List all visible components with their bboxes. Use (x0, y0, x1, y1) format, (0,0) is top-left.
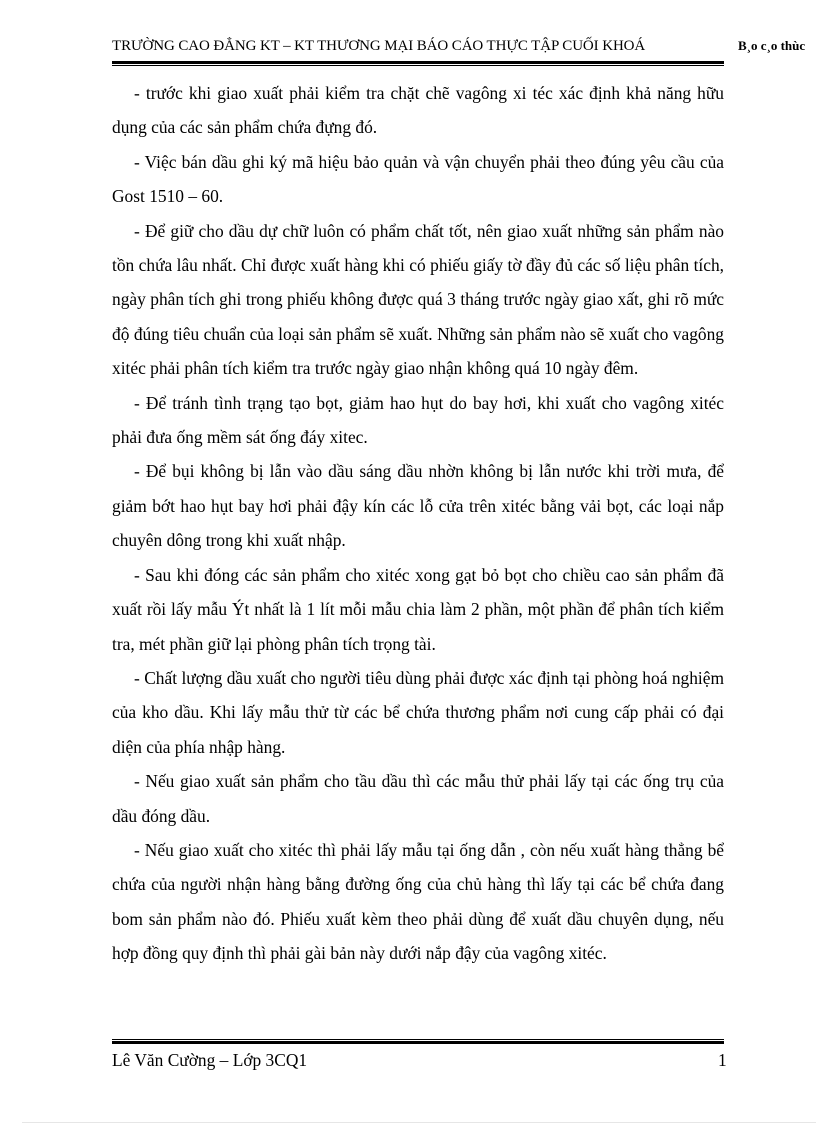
paragraph: - trước khi giao xuất phải kiểm tra chặt chẽ vagông xi téc xác định khả năng hữu dụng của các sản phẩm chứa đựng đó. (112, 83, 724, 138)
footer-author: Lê Văn Cường – Lớp 3CQ1 (112, 1050, 308, 1070)
header-title: TRƯỜNG CAO ĐẲNG KT – KT THƯƠNG MẠI BÁO CÁO THỰC TẬP CUỐI KHOÁ (112, 38, 646, 54)
footer-rule (112, 1039, 724, 1044)
header-rule (112, 61, 724, 66)
paragraph: - Để tránh tình trạng tạo bọt, giảm hao hụt do bay hơi, khi xuất cho vagông xitéc phải đưa ống mềm sát ống đáy xitec. (112, 392, 724, 448)
paragraph: - Nếu giao xuất cho xitéc thì phải lấy mẫu tại ống dẫn , còn nếu xuất hàng thẳng bể chứa của người nhận hàng bằng đường ống của chủ hàng thì lấy tại các bể chứa đang bom sản phẩm nào đó. Phiếu xuất kèm theo phải dùng để xuất dầu chuyên dụng, nếu hợp đồng quy định thì phải gài bản này dưới nắp đậy của vagông xitéc. (112, 839, 724, 964)
body-text (112, 76, 724, 971)
paragraph: - Việc bán dầu ghi ký mã hiệu bảo quản và vận chuyển phải theo đúng yêu cầu của Gost 1510 – 60. (112, 151, 724, 207)
paragraph: - Để bụi không bị lẫn vào dầu sáng dầu nhờn không bị lẫn nước khi trời mưa, để giảm bớt hao hụt bay hơi phải đậy kín các lỗ cửa trên xitéc bằng vải bọt, các loại nắp chuyên dông trong khi xuất nhập. (112, 461, 724, 551)
header-right-fragment: B¸o c¸o thùc (738, 38, 806, 53)
paragraph: - Để giữ cho dầu dự chữ luôn có phẩm chất tốt, nên giao xuất những sản phẩm nào tồn chứa lâu nhất. Chỉ được xuất hàng khi có phiếu giấy tờ đầy đủ các số liệu phân tích, ngày phân tích ghi trong phiếu không được quá 3 tháng trước ngày giao xất, ghi rõ mức độ đúng tiêu chuẩn của loại sản phẩm sẽ xuất. Những sản phẩm nào sẽ xuất cho vagông xitéc phải phân tích kiểm tra trước ngày giao nhận không quá 10 ngày đêm. (112, 220, 724, 379)
paragraph: - Chất lượng dầu xuất cho người tiêu dùng phải được xác định tại phòng hoá nghiệm của kho dầu. Khi lấy mẫu thử từ các bể chứa thương phẩm nơi cung cấp phải có đại diện của phía nhập hàng. (112, 667, 724, 757)
paragraph: - Sau khi đóng các sản phẩm cho xitéc xong gạt bỏ bọt cho chiều cao sản phẩm đã xuất rồi lấy mẫu Ýt nhất là 1 lít mỗi mẫu chia làm 2 phần, một phần để phân tích kiểm tra, mét phần giữ lại phòng phân tích trọng tài. (112, 564, 724, 654)
paragraph: - Nếu giao xuất sản phẩm cho tầu dầu thì các mẫu thử phải lấy tại các ống trụ của dầu đóng dầu. (112, 771, 724, 826)
page-number: 1 (718, 1050, 727, 1070)
